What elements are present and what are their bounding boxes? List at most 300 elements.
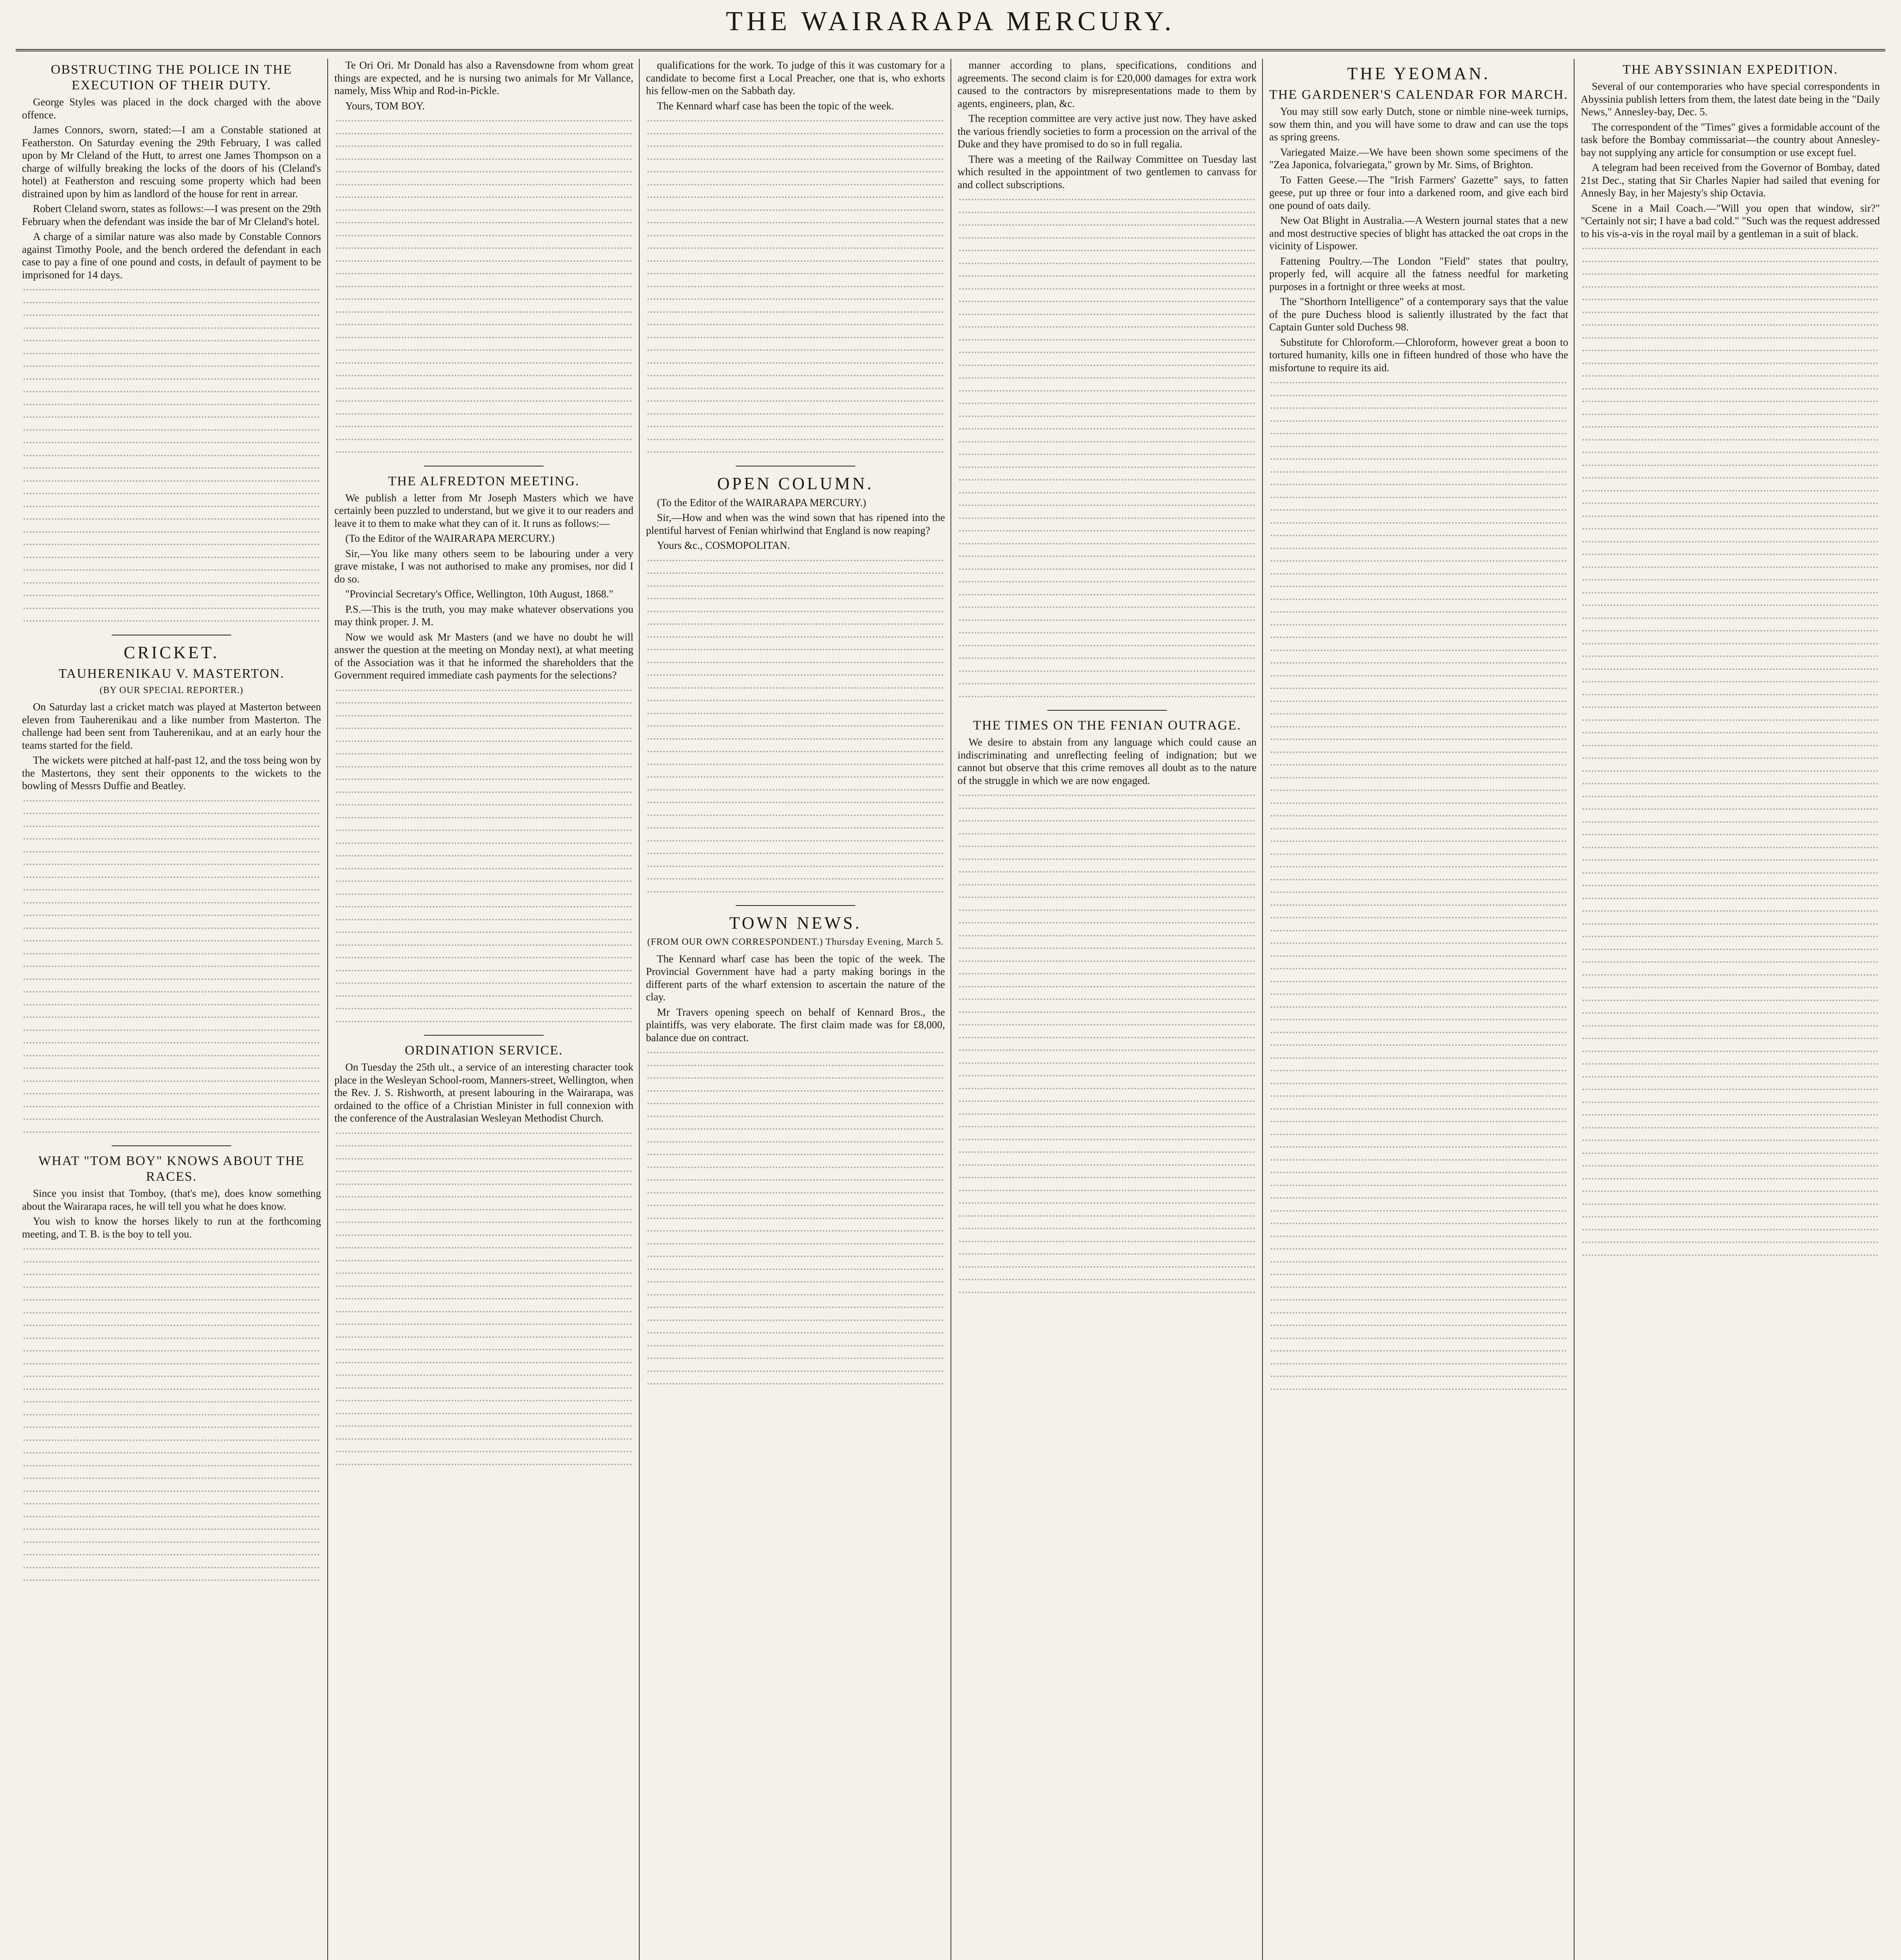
- illegible-text-line: [1269, 568, 1568, 581]
- illegible-text-line: [334, 165, 633, 178]
- illegible-text-line: [1581, 841, 1880, 854]
- illegible-text-line: [334, 153, 633, 166]
- illegible-text-line: [1269, 682, 1568, 695]
- illegible-text-line: [1581, 599, 1880, 612]
- illegible-text-line: [958, 980, 1257, 993]
- illegible-text-line: [1269, 466, 1568, 479]
- illegible-text-line: [958, 1222, 1257, 1235]
- illegible-text-line: [958, 295, 1257, 308]
- illegible-text-line: [646, 1199, 945, 1212]
- illegible-text-line: [334, 1420, 633, 1433]
- illegible-text-line: [334, 1267, 633, 1280]
- illegible-text-line: [1581, 714, 1880, 727]
- illegible-text-line: [22, 1396, 321, 1408]
- illegible-text-line: [1269, 1307, 1568, 1319]
- article-paragraph: Te Ori Ori. Mr Donald has also a Ravensdowne from whom great things are expected, and he is nursing two animals for Mr Vallance, namely, Miss Whip and Rod-in-Pickle.: [334, 59, 633, 96]
- illegible-text-line: [22, 795, 321, 808]
- illegible-text-line: [958, 537, 1257, 550]
- illegible-text-line: [958, 916, 1257, 929]
- article-divider: [112, 1145, 231, 1146]
- illegible-text-line: [1581, 1198, 1880, 1211]
- illegible-text-line: [958, 1235, 1257, 1248]
- illegible-text-line: [958, 575, 1257, 588]
- article-divider: [1047, 710, 1167, 711]
- illegible-text-line: [646, 433, 945, 446]
- illegible-text-line: [958, 193, 1257, 206]
- illegible-text-line: [958, 626, 1257, 639]
- illegible-text-block: [22, 283, 321, 628]
- illegible-text-line: [646, 1276, 945, 1289]
- illegible-text-line: [1269, 1077, 1568, 1090]
- illegible-text-line: [1581, 969, 1880, 982]
- illegible-text-line: [1581, 1058, 1880, 1071]
- illegible-text-line: [646, 306, 945, 319]
- illegible-text-line: [958, 639, 1257, 652]
- illegible-text-line: [646, 420, 945, 433]
- illegible-text-line: [1581, 1236, 1880, 1249]
- illegible-text-line: [1269, 1319, 1568, 1332]
- illegible-text-line: [1269, 988, 1568, 1001]
- illegible-text-line: [1581, 1096, 1880, 1109]
- illegible-text-line: [22, 1510, 321, 1523]
- illegible-text-line: [1581, 637, 1880, 650]
- article-paragraph: Several of our contemporaries who have special correspondents in Abyssinia publish letters from them, the latest date being in the "Daily News," Annesley-bay, Dec. 5.: [1581, 80, 1880, 118]
- illegible-text-line: [22, 1459, 321, 1472]
- illegible-text-line: [334, 1280, 633, 1293]
- illegible-text-line: [1269, 1383, 1568, 1396]
- illegible-text-line: [334, 127, 633, 140]
- illegible-text-line: [1269, 1179, 1568, 1192]
- article-paragraph: There was a meeting of the Railway Committee on Tuesday last which resulted in the appointment of two gentlemen to canvass for and collect subscriptions.: [958, 153, 1257, 191]
- illegible-text-line: [1581, 867, 1880, 880]
- illegible-text-line: [1581, 485, 1880, 497]
- illegible-text-line: [958, 410, 1257, 423]
- illegible-text-line: [958, 866, 1257, 878]
- illegible-text-line: [334, 799, 633, 811]
- illegible-text-line: [334, 1318, 633, 1331]
- illegible-text-line: [958, 1159, 1257, 1172]
- article-paragraph: Mr Travers opening speech on behalf of Kennard Bros., the plaintiffs, was very elaborate. The first claim made was for £8,000, balance due on contract.: [646, 1006, 945, 1044]
- illegible-text-line: [22, 462, 321, 475]
- illegible-text-line: [1581, 255, 1880, 268]
- illegible-text-line: [22, 1049, 321, 1062]
- illegible-text-line: [1581, 803, 1880, 816]
- illegible-text-line: [646, 643, 945, 656]
- illegible-text-line: [958, 802, 1257, 815]
- illegible-text-line: [334, 1203, 633, 1216]
- illegible-text-line: [958, 563, 1257, 576]
- illegible-text-line: [22, 424, 321, 437]
- illegible-text-line: [646, 669, 945, 682]
- illegible-text-line: [646, 331, 945, 344]
- illegible-text-line: [1581, 1172, 1880, 1185]
- illegible-text-line: [1269, 1217, 1568, 1230]
- illegible-text-line: [646, 554, 945, 567]
- illegible-text-line: [646, 395, 945, 408]
- illegible-text-line: [22, 1113, 321, 1126]
- illegible-text-line: [22, 487, 321, 500]
- article-heading: TOWN NEWS.: [729, 913, 862, 933]
- illegible-text-line: [1269, 1294, 1568, 1307]
- illegible-text-line: [958, 677, 1257, 690]
- illegible-text-line: [1581, 332, 1880, 345]
- illegible-text-line: [334, 1152, 633, 1165]
- illegible-text-line: [22, 1485, 321, 1498]
- illegible-text-line: [334, 1356, 633, 1369]
- illegible-text-line: [1269, 797, 1568, 810]
- illegible-text-line: [958, 1057, 1257, 1070]
- illegible-text-line: [22, 564, 321, 577]
- illegible-text-line: [334, 306, 633, 319]
- illegible-text-line: [22, 820, 321, 833]
- illegible-text-line: [958, 588, 1257, 601]
- illegible-text-line: [1581, 790, 1880, 803]
- illegible-text-line: [646, 758, 945, 771]
- illegible-text-line: [646, 618, 945, 631]
- illegible-text-line: [958, 1108, 1257, 1121]
- illegible-text-line: [22, 1036, 321, 1049]
- illegible-text-line: [646, 1212, 945, 1225]
- illegible-text-line: [334, 255, 633, 268]
- illegible-text-line: [22, 871, 321, 884]
- illegible-text-line: [958, 1044, 1257, 1057]
- illegible-text-line: [1269, 1332, 1568, 1345]
- illegible-text-line: [1269, 670, 1568, 682]
- column-body: [951, 59, 1263, 1299]
- illegible-text-line: [958, 1031, 1257, 1044]
- illegible-text-line: [334, 1140, 633, 1152]
- illegible-text-line: [958, 1069, 1257, 1082]
- illegible-text-line: [1581, 739, 1880, 752]
- illegible-text-line: [958, 1120, 1257, 1133]
- illegible-text-line: [1581, 828, 1880, 841]
- illegible-text-line: [22, 1062, 321, 1075]
- illegible-text-line: [1581, 1071, 1880, 1083]
- illegible-text-line: [1581, 293, 1880, 306]
- article-paragraph: On Tuesday the 25th ult., a service of an interesting character took place in the Wesleyan School-room, Manners-street, Wellington, when the Rev. J. S. Rishworth, at present labouring in the Wairarapa, was ordained to the office of a Christian Minister in full connexion with the conference of the Australasian Wesleyan Methodist Church.: [334, 1061, 633, 1124]
- article-paragraph: (To the Editor of the WAIRARAPA MERCURY.): [657, 496, 866, 508]
- illegible-text-line: [22, 296, 321, 309]
- illegible-text-line: [958, 993, 1257, 1006]
- illegible-text-line: [22, 909, 321, 922]
- illegible-text-line: [334, 964, 633, 977]
- illegible-text-line: [22, 922, 321, 935]
- illegible-text-line: [646, 1327, 945, 1339]
- illegible-text-line: [22, 436, 321, 449]
- illegible-text-line: [1269, 542, 1568, 555]
- article-byline: (FROM OUR OWN CORRESPONDENT.) Thursday Evening, March 5.: [647, 937, 944, 947]
- article-paragraph: P.S.—This is the truth, you may make whatever observations you may think proper. J. M.: [334, 603, 633, 628]
- illegible-text-line: [646, 1123, 945, 1136]
- illegible-text-line: [1269, 809, 1568, 822]
- illegible-text-line: [958, 942, 1257, 955]
- article-paragraph: Scene in a Mail Coach.—"Will you open that window, sir?" "Certainly not sir; I have a bad cold." "Such was the request addressed to his vis-a-vis in the royal mail by a gentleman in a suit of black.: [1581, 202, 1880, 240]
- illegible-text-line: [1581, 688, 1880, 701]
- illegible-text-line: [1269, 975, 1568, 988]
- illegible-text-line: [646, 1263, 945, 1276]
- illegible-text-line: [1269, 873, 1568, 886]
- illegible-text-line: [22, 322, 321, 335]
- illegible-text-line: [1269, 1256, 1568, 1269]
- illegible-text-line: [334, 1178, 633, 1191]
- illegible-text-line: [334, 773, 633, 786]
- illegible-text-line: [958, 334, 1257, 347]
- article-paragraph: The wickets were pitched at half-past 12, and the toss being won by the Mastertons, they sent their opponents to the wickets to the bowling of Messrs Duffie and Beatley.: [22, 754, 321, 791]
- illegible-text-line: [1269, 784, 1568, 797]
- illegible-text-line: [646, 1110, 945, 1123]
- illegible-text-line: [646, 1314, 945, 1327]
- illegible-text-line: [22, 846, 321, 858]
- illegible-text-line: [646, 796, 945, 809]
- illegible-text-line: [646, 1046, 945, 1059]
- illegible-text-line: [334, 229, 633, 242]
- illegible-text-line: [1269, 924, 1568, 937]
- illegible-text-line: [646, 631, 945, 644]
- illegible-text-line: [22, 1446, 321, 1459]
- illegible-text-line: [1269, 555, 1568, 568]
- illegible-text-line: [958, 665, 1257, 678]
- article-heading: THE YEOMAN.: [1347, 64, 1490, 83]
- illegible-text-line: [334, 697, 633, 710]
- article-paragraph: "Provincial Secretary's Office, Wellington, 10th August, 1868.": [345, 588, 613, 600]
- illegible-text-line: [958, 244, 1257, 257]
- illegible-text-line: [334, 357, 633, 370]
- illegible-text-line: [334, 1241, 633, 1254]
- illegible-text-line: [1581, 854, 1880, 867]
- illegible-text-line: [334, 1458, 633, 1471]
- article-paragraph: The reception committee are very active just now. They have asked the various friendly societies to form a procession on the arrival of the Duke and they have promised to do so in full regalia.: [958, 113, 1257, 150]
- illegible-text-line: [22, 1472, 321, 1485]
- illegible-text-line: [646, 280, 945, 293]
- illegible-text-line: [22, 385, 321, 398]
- illegible-text-line: [646, 267, 945, 280]
- article-subheading: TAUHERENIKAU V. MASTERTON.: [58, 666, 285, 681]
- illegible-text-line: [334, 1015, 633, 1028]
- illegible-text-line: [646, 1365, 945, 1378]
- illegible-text-line: [1269, 517, 1568, 530]
- illegible-text-line: [1581, 752, 1880, 765]
- illegible-text-line: [646, 369, 945, 382]
- column-body: [1263, 64, 1574, 1396]
- illegible-text-line: [334, 735, 633, 748]
- illegible-text-line: [334, 369, 633, 382]
- article-paragraph: Since you insist that Tomboy, (that's me), does know something about the Wairarapa races, he will tell you what he does know.: [22, 1187, 321, 1212]
- illegible-text-line: [22, 1243, 321, 1256]
- illegible-text-line: [646, 153, 945, 166]
- illegible-text-line: [1269, 478, 1568, 491]
- newspaper-column: [1262, 59, 1574, 1960]
- illegible-text-line: [958, 474, 1257, 486]
- illegible-text-line: [334, 1191, 633, 1203]
- illegible-text-line: [22, 513, 321, 526]
- article-paragraph: qualifications for the work. To judge of this it was customary for a candidate to become first a Local Preacher, one that is, who exhorts his fellow-men on the Sabbath day.: [646, 59, 945, 96]
- illegible-text-line: [958, 486, 1257, 499]
- illegible-text-line: [334, 433, 633, 446]
- illegible-text-line: [1269, 1205, 1568, 1218]
- illegible-text-line: [958, 372, 1257, 385]
- illegible-text-line: [22, 602, 321, 615]
- illegible-text-line: [646, 1187, 945, 1200]
- illegible-text-line: [646, 592, 945, 605]
- illegible-text-line: [334, 1165, 633, 1178]
- illegible-text-line: [334, 114, 633, 127]
- illegible-text-line: [646, 165, 945, 178]
- illegible-text-line: [958, 1146, 1257, 1159]
- illegible-text-line: [22, 998, 321, 1011]
- column-body: [16, 62, 327, 1587]
- illegible-text-line: [958, 789, 1257, 802]
- illegible-text-line: [22, 1268, 321, 1281]
- illegible-text-line: [958, 853, 1257, 866]
- illegible-text-line: [22, 1024, 321, 1037]
- illegible-text-block: [958, 193, 1257, 703]
- illegible-text-line: [646, 567, 945, 580]
- illegible-text-line: [1581, 1083, 1880, 1096]
- illegible-text-line: [646, 886, 945, 898]
- article-heading: WHAT "TOM BOY" KNOWS ABOUT THE RACES.: [38, 1154, 305, 1184]
- illegible-text-line: [22, 897, 321, 909]
- illegible-text-block: [22, 1243, 321, 1587]
- illegible-text-line: [1269, 1013, 1568, 1026]
- illegible-text-line: [22, 973, 321, 986]
- illegible-text-line: [22, 475, 321, 488]
- illegible-text-line: [1581, 395, 1880, 408]
- newspaper-column: [16, 59, 327, 1960]
- illegible-text-line: [22, 1523, 321, 1536]
- article-paragraph: Yours, TOM BOY.: [345, 100, 425, 112]
- article-paragraph: James Connors, sworn, stated:—I am a Constable stationed at Featherston. On Saturday evening the 29th February, I was called upon by Mr Cleland of the Hutt, to arrest one James Thompson on a charge of wilfully breaking the locks of the doors of his (Cleland's hotel) at Featherston and rescuing some property which had been distrained upon by him as landlord of the house for rent in arrear.: [22, 124, 321, 200]
- illegible-text-line: [646, 835, 945, 848]
- article-paragraph: The Kennard wharf case has been the topic of the week.: [657, 100, 894, 112]
- illegible-text-line: [22, 1370, 321, 1383]
- illegible-text-line: [646, 580, 945, 593]
- illegible-text-line: [958, 499, 1257, 512]
- illegible-text-line: [958, 1197, 1257, 1210]
- illegible-text-line: [1269, 1103, 1568, 1116]
- illegible-text-line: [646, 1097, 945, 1110]
- article-paragraph: The "Shorthorn Intelligence" of a contemporary says that the value of the pure Duchess blood is saliently illustrated by the fact that Captain Gunter sold Duchess 98.: [1269, 296, 1568, 333]
- illegible-text-line: [1581, 344, 1880, 357]
- illegible-text-line: [1269, 886, 1568, 899]
- illegible-text-line: [1581, 1020, 1880, 1033]
- illegible-text-line: [646, 771, 945, 784]
- illegible-text-line: [1581, 510, 1880, 523]
- illegible-text-line: [1269, 733, 1568, 746]
- illegible-text-line: [334, 900, 633, 913]
- illegible-text-line: [646, 357, 945, 370]
- illegible-text-line: [1269, 1345, 1568, 1357]
- illegible-text-line: [646, 114, 945, 127]
- article-paragraph: New Oat Blight in Australia.—A Western journal states that a new and most destructive species of blight has attacked the oat crops in the vicinity of Lispower.: [1269, 214, 1568, 252]
- illegible-text-line: [22, 1357, 321, 1370]
- article-paragraph: Now we would ask Mr Masters (and we have no doubt he will answer the question at the meeting on Monday next), at what meeting of the Association was it that he informed the shareholders that the Government required immediate cash payments for the selections?: [334, 631, 633, 681]
- illegible-text-line: [334, 875, 633, 888]
- article-divider: [736, 905, 855, 906]
- illegible-text-line: [646, 1225, 945, 1238]
- illegible-text-line: [1269, 746, 1568, 759]
- illegible-text-line: [1269, 1026, 1568, 1039]
- illegible-text-line: [958, 1248, 1257, 1261]
- illegible-text-line: [1581, 472, 1880, 485]
- masthead-title: THE WAIRARAPA MERCURY.: [726, 6, 1175, 36]
- illegible-text-line: [958, 1171, 1257, 1184]
- illegible-text-line: [1581, 1223, 1880, 1236]
- illegible-text-line: [334, 1127, 633, 1140]
- illegible-text-line: [958, 359, 1257, 372]
- illegible-text-line: [646, 318, 945, 331]
- illegible-text-line: [646, 204, 945, 217]
- illegible-text-line: [958, 397, 1257, 410]
- illegible-text-line: [22, 1548, 321, 1561]
- illegible-text-line: [1269, 835, 1568, 848]
- illegible-text-line: [958, 206, 1257, 219]
- illegible-text-line: [646, 127, 945, 140]
- article-paragraph: On Saturday last a cricket match was played at Masterton between eleven from Tauherenikau and a like number from Masterton. The challenge had been sent from Tauherenikau, and at an early hour the teams started for the field.: [22, 701, 321, 751]
- illegible-text-line: [958, 385, 1257, 397]
- illegible-text-line: [334, 242, 633, 255]
- illegible-text-line: [334, 888, 633, 901]
- article-paragraph: A charge of a similar nature was also made by Constable Connors against Timothy Poole, and the bench ordered the defendant in each case to pay a fine of one pound and costs, in default of payment to be imprisoned for 14 days.: [22, 230, 321, 281]
- illegible-text-line: [334, 1292, 633, 1305]
- article-paragraph: The Kennard wharf case has been the topic of the week. The Provincial Government have had a party making borings in the different parts of the wharf extension to ascertain the nature of the clay.: [646, 953, 945, 1003]
- illegible-text-line: [958, 828, 1257, 840]
- illegible-text-line: [22, 1434, 321, 1447]
- illegible-text-line: [646, 1250, 945, 1263]
- illegible-text-line: [22, 1075, 321, 1088]
- illegible-text-block: [1269, 376, 1568, 1396]
- illegible-text-line: [1269, 631, 1568, 644]
- article-paragraph: The correspondent of the "Times" gives a formidable account of the task before the Bombay commissariat—the country about Annesley-bay not supplying any article for consumption or use except fuel.: [1581, 121, 1880, 158]
- illegible-text-line: [1581, 446, 1880, 459]
- article-paragraph: Robert Cleland sworn, states as follows:—I was present on the 29th February when the defendant was inside the bar of Mr Cleland's hotel.: [22, 203, 321, 227]
- column-body: [1574, 62, 1886, 1261]
- illegible-text-line: [646, 344, 945, 357]
- illegible-text-line: [1269, 950, 1568, 963]
- illegible-text-line: [22, 398, 321, 411]
- illegible-text-line: [1581, 918, 1880, 931]
- illegible-text-line: [958, 1210, 1257, 1223]
- illegible-text-line: [1581, 701, 1880, 714]
- illegible-text-line: [646, 1059, 945, 1072]
- article-paragraph: Sir,—How and when was the wind sown that has ripened into the plentiful harvest of Fenian whirlwind that England is now reaping?: [646, 512, 945, 536]
- illegible-text-line: [1581, 357, 1880, 370]
- illegible-text-line: [958, 614, 1257, 627]
- illegible-text-line: [1269, 504, 1568, 517]
- illegible-text-line: [1269, 1370, 1568, 1383]
- illegible-text-line: [334, 760, 633, 773]
- illegible-text-line: [22, 411, 321, 424]
- illegible-text-line: [1269, 427, 1568, 440]
- illegible-text-line: [334, 786, 633, 799]
- illegible-text-line: [1269, 1128, 1568, 1141]
- illegible-text-line: [334, 267, 633, 280]
- illegible-text-line: [22, 1561, 321, 1574]
- illegible-text-line: [1269, 962, 1568, 975]
- illegible-text-line: [646, 847, 945, 860]
- illegible-text-line: [958, 512, 1257, 525]
- illegible-text-line: [958, 270, 1257, 283]
- illegible-text-line: [1269, 580, 1568, 593]
- illegible-text-line: [334, 420, 633, 433]
- illegible-text-line: [22, 1574, 321, 1587]
- illegible-text-line: [646, 408, 945, 421]
- illegible-text-line: [646, 694, 945, 707]
- illegible-text-line: [334, 280, 633, 293]
- illegible-text-line: [334, 862, 633, 875]
- illegible-text-line: [646, 707, 945, 720]
- illegible-text-line: [958, 891, 1257, 904]
- illegible-text-line: [22, 1281, 321, 1294]
